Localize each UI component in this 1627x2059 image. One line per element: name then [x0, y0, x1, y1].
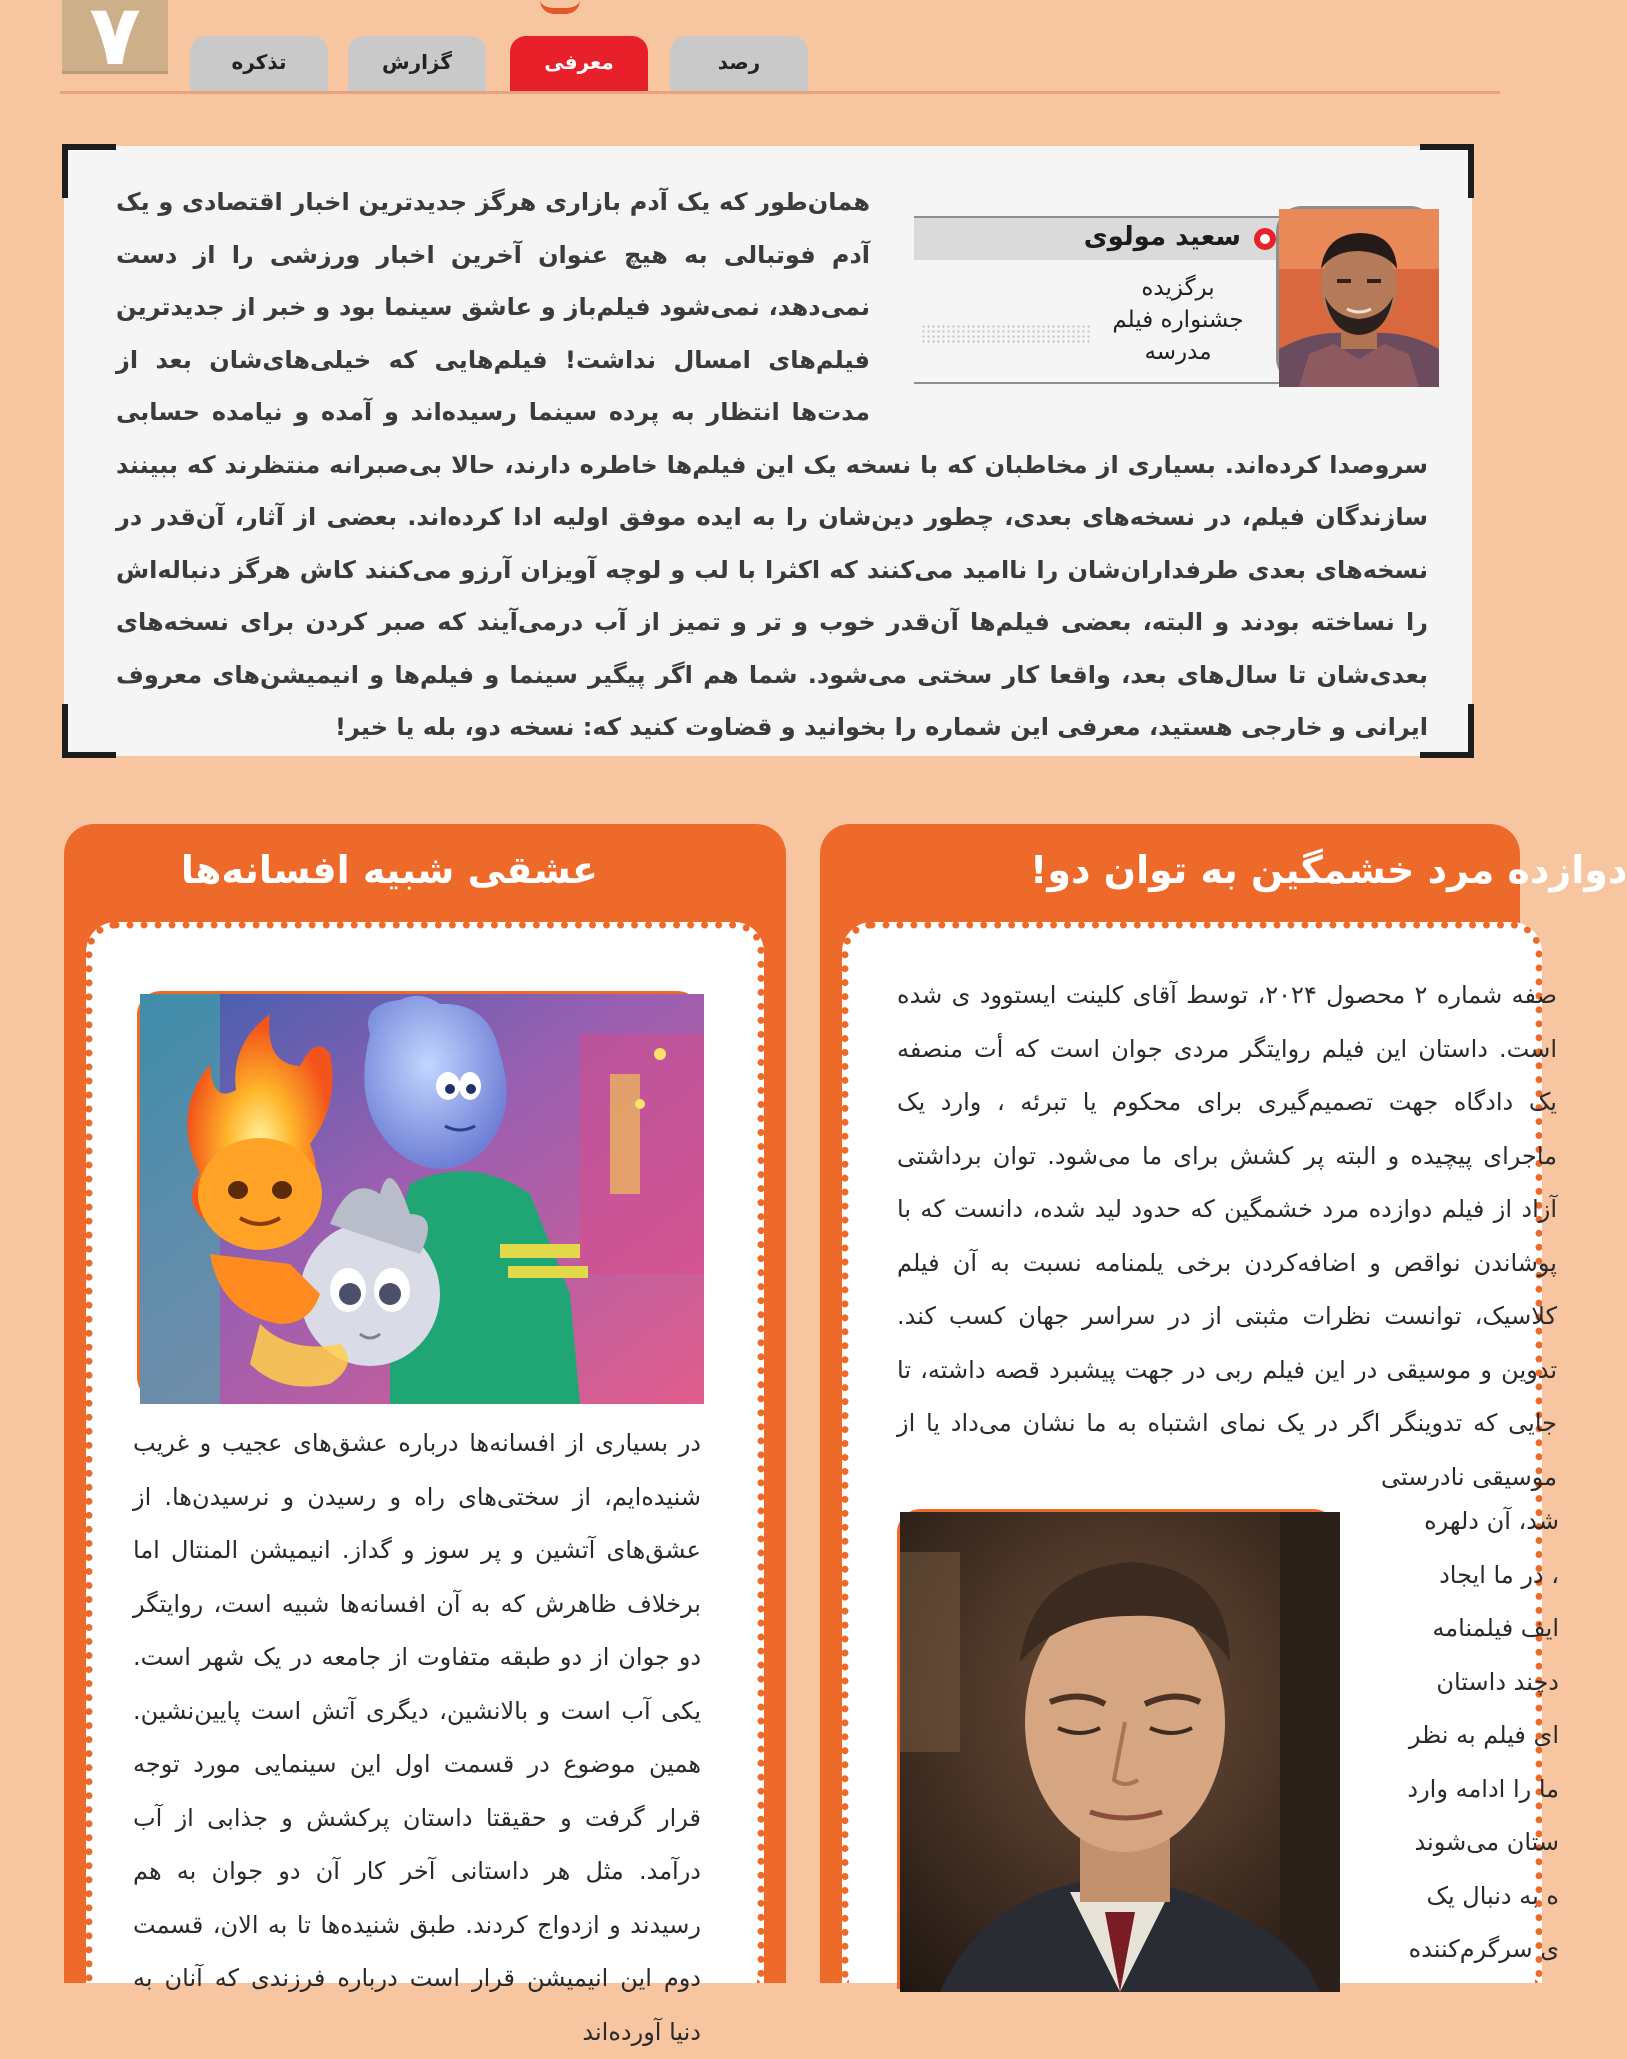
- frame-corner: [62, 144, 116, 198]
- article-body-panel: [842, 922, 1559, 1983]
- article-body-panel: [86, 922, 764, 2046]
- article-text: صفه شماره ۲ محصول ۲۰۲۴، توسط آقای کلینت ایستوود ی شده است. داستان این فیلم روایتگر مردی جوان است که أت منصفه یک دادگاه جهت تصمیم‌گیری برای محکوم یا تبرئه ، وارد یک ماجرای پیچیده و البته پر کشش برای ما می‌شود. توان برداشتی آزاد از فیلم دوازده مرد خشمگین که حدود لید شده، دانست که با پوشاندن نواقص و اضافه‌کردن برخی یلمنامه نسبت به آن فیلم کلاسیک، توانست نظرات مثبتی از در سراسر جهان کسب کند. تدوین و موسیقی در این فیلم ربی در جهت پیشبرد قصه داشته، تا جایی که تدوینگر اگر در یک نمای اشتباه به ما نشان می‌داد یا از موسیقی نادرستی: [897, 981, 1557, 1491]
- author-role-line: برگزیده: [1141, 275, 1215, 301]
- text-line: ستان می‌شوند: [1414, 1828, 1559, 1856]
- author-name: سعید مولوی: [1083, 222, 1241, 252]
- header-divider: [60, 91, 1500, 94]
- juror-photo: [900, 1512, 1340, 1992]
- tab-gozaresh[interactable]: گزارش: [348, 36, 486, 92]
- frame-corner: [1420, 704, 1474, 758]
- text-line: ای فیلم به نظر: [1408, 1721, 1559, 1749]
- tab-rasad[interactable]: رصد: [670, 36, 808, 92]
- text-line: ه به دنبال یک: [1426, 1881, 1559, 1910]
- author-card-space: [888, 176, 1428, 426]
- text-line: ، در ما ایجاد: [1439, 1560, 1559, 1589]
- author-role-line: جشنواره فیلم: [1112, 307, 1244, 333]
- article-paragraph: در بسیاری از افسانه‌ها درباره عشق‌های عجیب و غریب شنیده‌ایم، از سختی‌های راه و رسیدن و نرسیدن‌ها. از عشق‌های آتشین و پر سوز و گداز. انیمیشن المنتال اما برخلاف ظاهرش که به آن افسانه‌ها شبیه است، روایتگر دو جوان از دو طبقه متفاوت از جامعه در یک شهر است. یکی آب است و بالانشین، دیگری آتش است پایین‌نشین. همین موضوع در قسمت اول این سینمایی مورد توجه قرار گرفت و حقیقتا داستان پرکشش و جذابی از آب درآمد. مثل هر داستانی آخر کار آن دو جوان به هم رسیدند و ازدواج کردند. طبق شنیده‌ها تا به الان، قسمت دوم این انیمیشن قرار است درباره فرزندی که آنان به دنیا آورده‌اند: [133, 1429, 701, 2046]
- frame-corner: [62, 704, 116, 758]
- article-paragraph: [897, 969, 1557, 1504]
- article-image: [897, 1509, 1337, 1989]
- article-title: عشقی شبیه افسانه‌ها: [180, 848, 598, 892]
- article-card-elemental: [64, 824, 786, 2046]
- frame-corner: [1420, 144, 1474, 198]
- article-title: دوازده مرد خشمگین به توان دو!: [1030, 848, 1627, 892]
- author-role-line: مدرسه: [1144, 339, 1212, 365]
- text-line: ما را ادامه وارد: [1407, 1774, 1559, 1803]
- tab-moarefi[interactable]: معرفی: [510, 36, 648, 92]
- text-line: ی سرگرم‌کننده: [1408, 1935, 1559, 1963]
- elemental-illustration: [140, 994, 704, 1404]
- tab-tazkereh[interactable]: تذکره: [190, 36, 328, 92]
- article-side-column: [1349, 1495, 1559, 1977]
- page-number: ۷: [62, 0, 168, 74]
- intro-box: [64, 146, 1472, 756]
- text-line: ایف فیلمنامه: [1432, 1614, 1559, 1642]
- article-image: [137, 991, 701, 1401]
- article-card-juror: [820, 824, 1627, 1983]
- text-line: شد، آن دلهره: [1424, 1507, 1559, 1535]
- text-line: دچند داستان: [1436, 1667, 1559, 1696]
- intro-text: همان‌طور که یک آدم بازاری هرگز جدیدترین اخبار اقتصادی و یک آدم فوتبالی به هیچ عنوان آخرین اخبار ورزشی را از دست نمی‌دهد، نمی‌شود فیلم‌باز و عاشق سینما بود و خبر از جدیدترین فیلم‌های امسال نداشت! فیلم‌هایی که خیلی‌های‌شان بعد از مدت‌ها انتظار به پرده سینما رسیده‌اند و آمده و نیامده حسابی سروصدا کرده‌اند. بسیاری از مخاطبان که با نسخه یک این فیلم‌ها خاطره دارند، حالا بی‌صبرانه منتظرند که ببینند سازندگان فیلم، در نسخه‌های بعدی، چطور دین‌شان را به ایده موفق اولیه ادا کرده‌اند. بعضی از آثار، آن‌قدر در نسخه‌های بعدی طرفداران‌شان را ناامید می‌کنند که اکثرا با لب و لوچه آویزان آرزو می‌کنند کاش هرگز دنباله‌اش را نساخته بودند و البته، بعضی فیلم‌ها آن‌قدر خوب و تر و تمیز از آب درمی‌آیند که صبر کردن برای نسخه‌های بعدی‌شان تا سال‌های بعد، واقعا کار سختی می‌شود. شما هم اگر پیگیر سینما و فیلم‌ها و انیمیشن‌های معروف ایرانی و خارجی هستید، معرفی این شماره را بخوانید و قضاوت کنید که: نسخه دو، بله یا خیر!: [116, 188, 1428, 741]
- intro-paragraph: [116, 176, 1428, 754]
